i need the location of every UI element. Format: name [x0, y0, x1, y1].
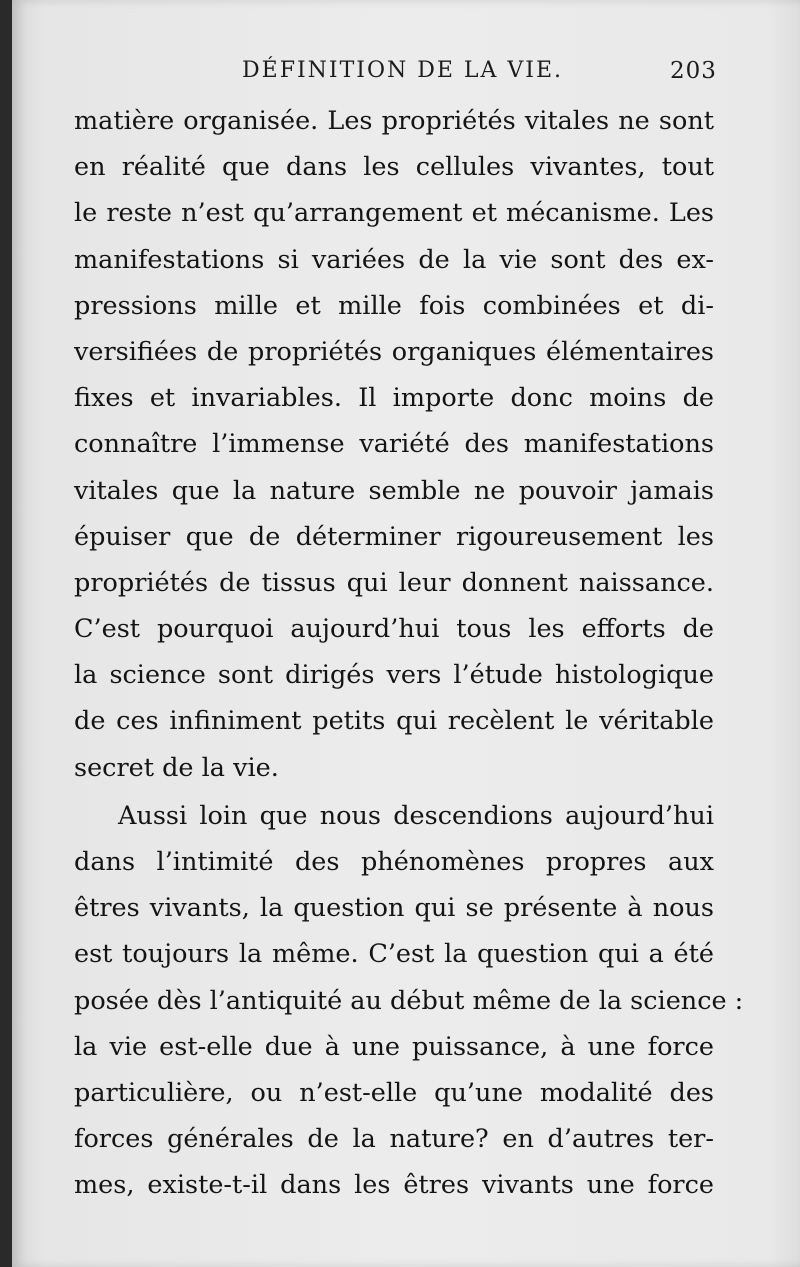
- paragraph-1: [74, 98, 714, 791]
- text-line: fixes et invariables. Il importe donc moins de: [74, 383, 714, 414]
- page-number: 203: [670, 58, 717, 84]
- book-page: [12, 0, 800, 1267]
- text-line: propriétés de tissus qui leur donnent naissance.: [74, 567, 714, 598]
- text-line: de ces infiniment petits qui recèlent le véritable: [74, 706, 714, 737]
- text-line: est toujours la même. C’est la question qui a été: [74, 939, 714, 970]
- text-line: la vie est-elle due à une puissance, à une force: [74, 1031, 714, 1062]
- text-line: connaître l’immense variété des manifestations: [74, 429, 714, 460]
- paragraph-2: [74, 793, 744, 1209]
- text-line: manifestations si variées de la vie sont des ex-: [74, 244, 714, 275]
- text-line: Aussi loin que nous descendions aujourd’hui: [118, 800, 714, 831]
- text-line: êtres vivants, la question qui se présente à nous: [74, 893, 714, 924]
- text-line: pressions mille et mille fois combinées et di-: [74, 290, 714, 321]
- text-line: la science sont dirigés vers l’étude histologique: [74, 660, 714, 691]
- text-line: secret de la vie.: [74, 752, 279, 783]
- text-line: particulière, ou n’est-elle qu’une modalité des: [74, 1077, 714, 1108]
- text-line: vitales que la nature semble ne pouvoir jamais: [74, 475, 714, 506]
- body-text: [74, 98, 744, 1209]
- text-line: en réalité que dans les cellules vivantes, tout: [74, 152, 714, 183]
- page-header: [12, 54, 800, 94]
- text-line: C’est pourquoi aujourd’hui tous les efforts de: [74, 614, 714, 645]
- text-line: posée dès l’antiquité au début même de la science :: [74, 985, 744, 1016]
- text-line: versifiées de propriétés organiques élémentaires: [74, 336, 714, 367]
- text-line: le reste n’est qu’arrangement et mécanisme. Les: [74, 198, 714, 229]
- text-line: épuiser que de déterminer rigoureusement les: [74, 521, 714, 552]
- text-line: forces générales de la nature? en d’autres ter-: [74, 1124, 714, 1155]
- running-title: DÉFINITION DE LA VIE.: [242, 58, 564, 83]
- text-line: mes, existe-t-il dans les êtres vivants une force: [74, 1170, 714, 1201]
- text-line: matière organisée. Les propriétés vitales ne sont: [74, 106, 714, 136]
- text-line: dans l’intimité des phénomènes propres aux: [74, 847, 714, 877]
